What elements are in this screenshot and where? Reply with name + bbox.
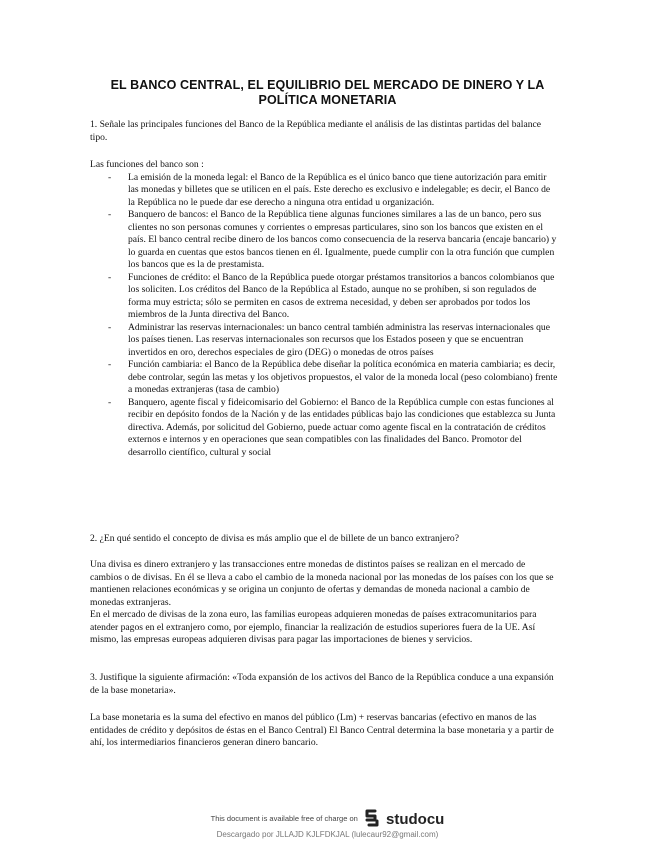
question-2-text: 2. ¿En qué sentido el concepto de divisa es más amplio que el de billete de un banco extranjero?	[90, 533, 459, 544]
question-3	[90, 672, 558, 697]
list-item: - Banquero, agente fiscal y fideicomisario del Gobierno: el Banco de la República cumple con estas funciones al recibir en depósito fondos de la Nación y de las entidades públicas bajo las condiciones que establezca su Junta directiva. Además, por solicitud del Gobierno, puede actuar como agente fiscal en la contratación de créditos externos e internos y en operaciones que sean compatibles con las finalidades del Banco. Promotor del desarrollo científico, cultural y social	[108, 396, 556, 458]
functions-section	[90, 159, 558, 459]
list-item: - La emisión de la moneda legal: el Banco de la República es el único banco que tiene autorización para emitir las monedas y billetes que se utilicen en el país. Este derecho es exclusivo e indelegable; es decir, el Banco de la República no le puede dar ese derecho a ninguna otra entidad u organización.	[108, 171, 551, 208]
download-notice: Descargado por JLLAJD KJLFDKJAL (lulecaur92@gmail.com)	[216, 830, 439, 839]
list-item: - Banquero de bancos: el Banco de la República tiene algunas funciones similares a las de un banco, pero sus clientes no son personas comunes y corrientes o empresas particulares, sino son los bancos que existen en el país. El banco central recibe dinero de los bancos como consecuencia de la reserva bancaria (encaje bancario) y lo guarda en cuentas que estos bancos tienen en él. Igualmente, puede cumplir con la otra función que cumplen los bancos que es la de prestamista.	[108, 209, 557, 270]
question-1	[90, 119, 558, 144]
availability-text: This document is available free of charge on	[210, 813, 358, 823]
availability-notice	[0, 809, 655, 829]
question-3-text: 3. Justifique la siguiente afirmación: «Toda expansión de los activos del Banco de la República conduce a una expansión de la base monetaria».	[90, 672, 554, 696]
question-2	[90, 533, 558, 546]
question-1-text: 1. Señale las principales funciones del Banco de la República mediante el análisis de las distintas partidas del balance tipo.	[90, 119, 542, 143]
answer-2-paragraph-1: Una divisa es dinero extranjero y las transacciones entre monedas de distintos países se realizan en el mercado de cambios o de divisas. En él se lleva a cabo el cambio de la moneda nacional por las monedas de los países con los que se mantienen relaciones económicas y se origina un conjunto de ofertas y demandas de moneda nacional a cambio de monedas extranjeras.	[90, 559, 554, 608]
answer-3-text: La base monetaria es la suma del efectivo en manos del público (Lm) + reservas bancarias (efectivo en manos de las entidades de crédito y depósitos de éstas en el Banco Central) El Banco Central determina la base monetaria y a partir de ahí, los intermediarios financieros generan dinero bancario.	[90, 712, 554, 748]
answer-2	[90, 559, 558, 647]
functions-list	[90, 172, 558, 460]
studocu-brand[interactable]: studocu	[386, 810, 445, 828]
list-item: - Función cambiaria: el Banco de la República debe diseñar la política económica en materia cambiaria; es decir, debe controlar, según las metas y los objetivos propuestos, el valor de la moneda local (peso colombiano) frente a monedas extranjeras (tasa de cambio)	[108, 359, 558, 395]
functions-intro: Las funciones del banco son :	[90, 159, 204, 170]
list-item: - Funciones de crédito: el Banco de la República puede otorgar préstamos transitorios a bancos colombianos que los soliciten. Los créditos del Banco de la República al Estado, aunque no se prohíben, si son regulados de forma muy estricta; sólo se permiten en casos de extrema necesidad, y deben ser aprobados por todos los miembros de la Junta directiva del Banco.	[108, 271, 555, 320]
answer-3	[90, 712, 558, 750]
document-title: EL BANCO CENTRAL, EL EQUILIBRIO DEL MERCADO DE DINERO Y LA POLÍTICA MONETARIA	[110, 78, 545, 107]
list-item: - Administrar las reservas internacionales: un banco central también administra las reservas internacionales que los países tienen. Las reservas internacionales son recursos que los Estados poseen y que se encuentran invertidos en oro, derechos especiales de giro (DEG) o monedas de otros países	[108, 321, 550, 358]
answer-2-paragraph-2: En el mercado de divisas de la zona euro, las familias europeas adquieren monedas de países extracomunitarios para atender pagos en el extranjero como, por ejemplo, financiar la realización de estudios superiores fuera de la UE. Así mismo, las empresas europeas adquieren divisas para pagar las importaciones de bienes y servicios.	[90, 609, 537, 645]
studocu-logo-icon[interactable]	[364, 809, 380, 829]
